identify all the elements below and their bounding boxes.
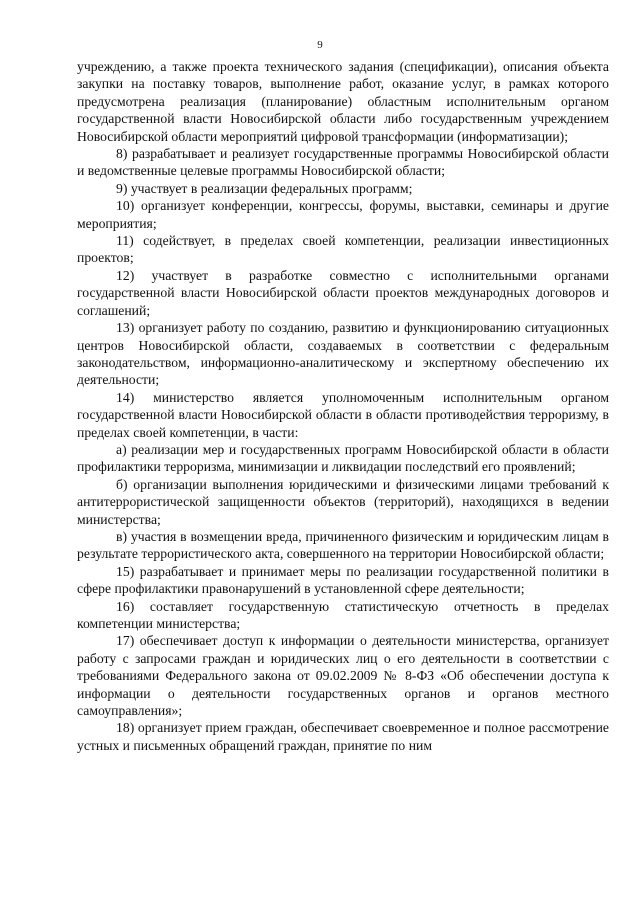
- paragraph-item-16: 16) составляет государственную статистическую отчетность в пределах компетенции министерства;: [77, 598, 609, 631]
- document-body: [77, 58, 609, 754]
- paragraph-item-14-v: в) участия в возмещении вреда, причиненного физическим и юридическим лицам в результате террористического акта, совершенного на территории Новосибирской области;: [77, 528, 609, 562]
- paragraph-continuation: учреждению, а также проекта технического задания (спецификации), описания объекта закупки на поставку товаров, выполнение работ, оказание услуг, в рамках которого предусмотрена реализация (планирование) областным исполнительным органом государственной власти Новосибирской области либо государственным учреждением Новосибирской области мероприятий цифровой трансформации (информатизации);: [77, 59, 609, 144]
- paragraph-item-12: 12) участвует в разработке совместно с исполнительными органами государственной власти Новосибирской области проектов международных договоров и соглашений;: [77, 267, 609, 318]
- paragraph-item-10: 10) организует конференции, конгрессы, форумы, выставки, семинары и другие мероприятия;: [77, 198, 609, 231]
- paragraph-item-13: 13) организует работу по созданию, развитию и функционированию ситуационных центров Новосибирской области, создаваемых в соответствии с федеральным законодательством, информационно-аналитическому и экспертному обеспечению их деятельности;: [77, 320, 609, 388]
- paragraph-item-14: 14) министерство является уполномоченным исполнительным органом государственной власти Новосибирской области в области противодействия терроризму, в пределах своей компетенции, в части:: [77, 389, 609, 440]
- paragraph-item-8: 8) разрабатывает и реализует государственные программы Новосибирской области и ведомственные целевые программы Новосибирской области;: [77, 146, 609, 179]
- paragraph-item-11: 11) содействует, в пределах своей компетенции, реализации инвестиционных проектов;: [77, 233, 609, 266]
- paragraph-item-14-b: б) организации выполнения юридическими и физическими лицами требований к антитеррористической защищенности объектов (территорий), находящихся в ведении министерства;: [77, 476, 609, 527]
- page-number: 9: [317, 39, 323, 51]
- paragraph-item-18: 18) организует прием граждан, обеспечивает своевременное и полное рассмотрение устных и письменных обращений граждан, принятие по ним: [77, 720, 609, 753]
- paragraph-item-17: 17) обеспечивает доступ к информации о деятельности министерства, организует работу с запросами граждан и юридических лиц о его деятельности в соответствии с требованиями Федерального закона от 09.02.2009 № 8-ФЗ «Об обеспечении доступа к информации о деятельности государственных органов и органов местного самоуправления»;: [77, 633, 609, 719]
- paragraph-item-9: 9) участвует в реализации федеральных программ;: [116, 180, 413, 196]
- paragraph-item-15: 15) разрабатывает и принимает меры по реализации государственной политики в сфере профилактики правонарушений в установленной сфере деятельности;: [77, 563, 609, 597]
- paragraph-item-14-a: а) реализации мер и государственных программ Новосибирской области в области профилактики терроризма, минимизации и ликвидации последствий его проявлений;: [77, 441, 609, 475]
